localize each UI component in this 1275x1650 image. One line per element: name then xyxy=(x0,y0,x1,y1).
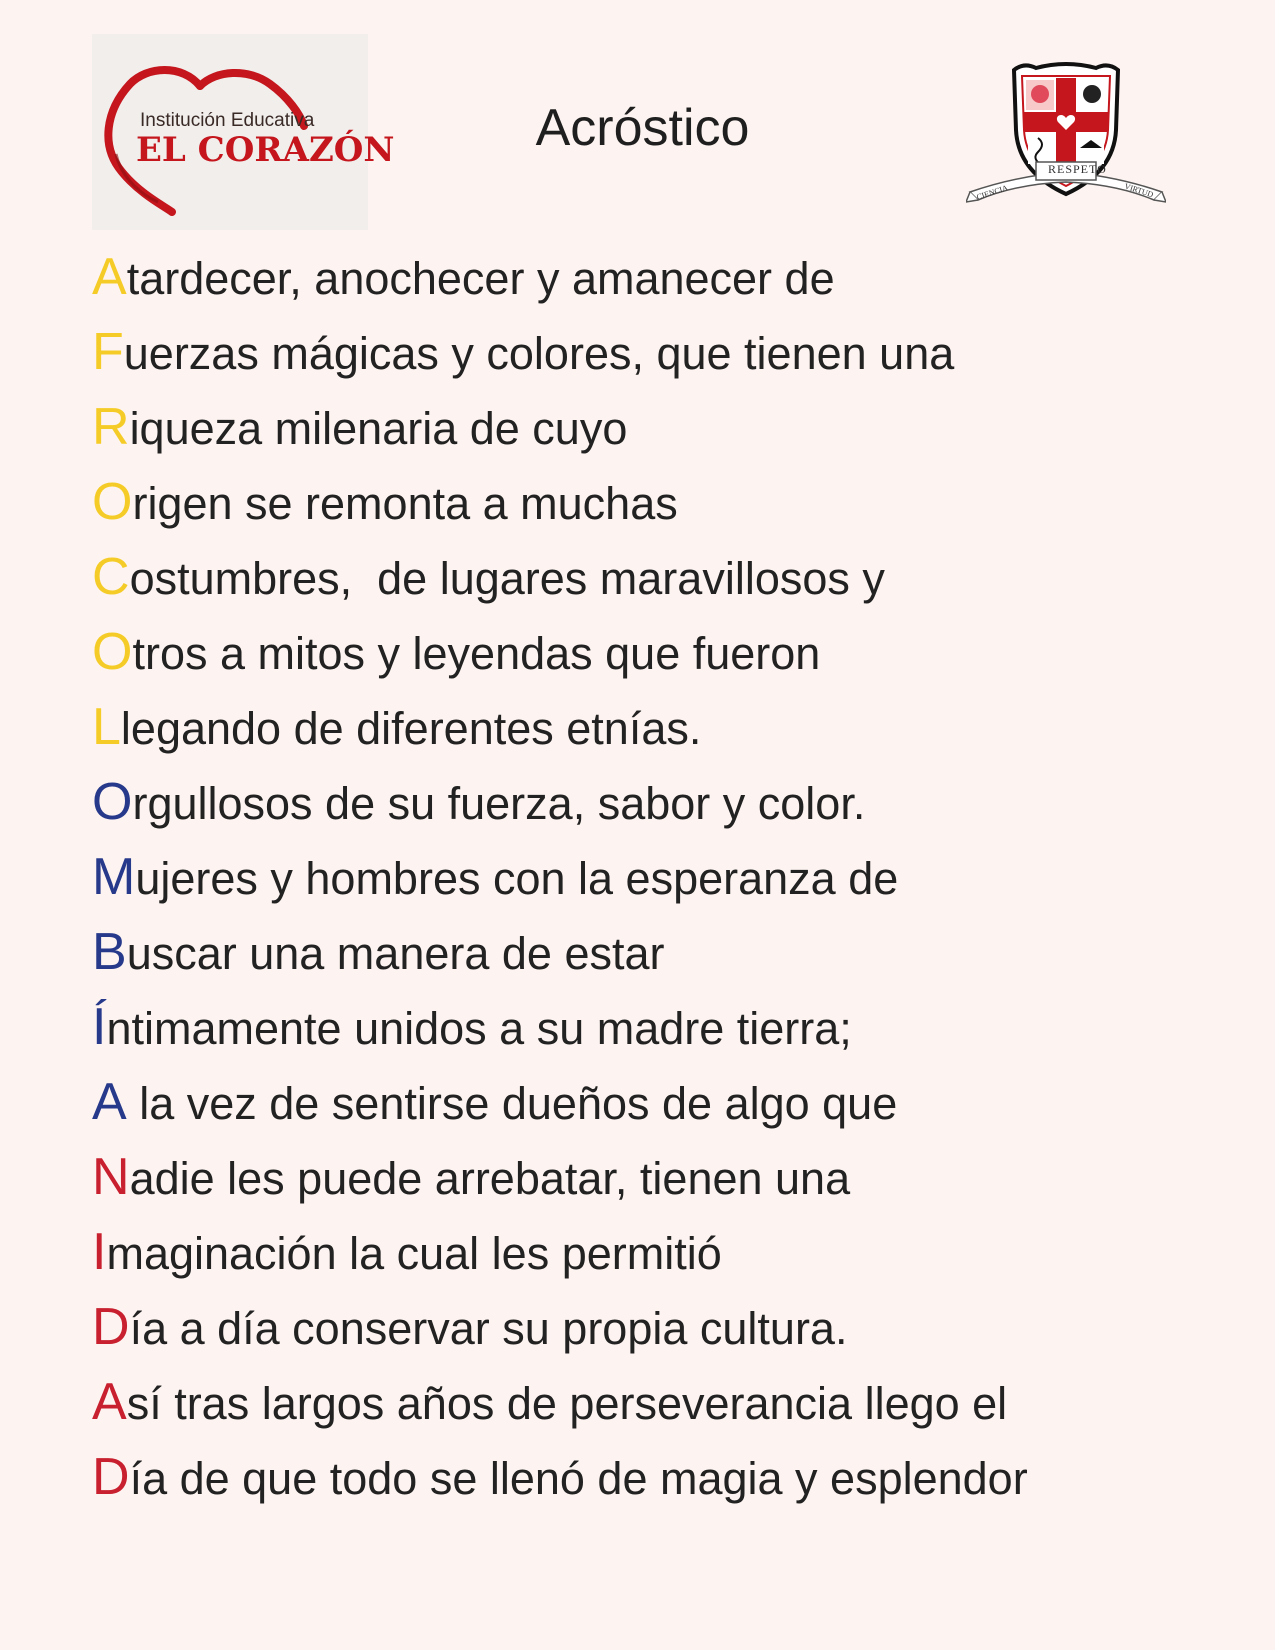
poem-line xyxy=(92,390,1267,465)
page-title: Acróstico xyxy=(535,99,750,157)
poem-line-text: la vez de sentirse dueños de algo que xyxy=(126,1078,898,1129)
poem-initial: C xyxy=(92,548,130,606)
poem-initial: M xyxy=(92,848,136,906)
poem-line-text: legando de diferentes etnías. xyxy=(120,703,702,754)
poem-line-text: ntimamente unidos a su madre tierra; xyxy=(106,1003,852,1054)
poem-line-text: rgullosos de su fuerza, sabor y color. xyxy=(132,778,866,829)
poem-line xyxy=(92,1290,1267,1365)
poem-initial: R xyxy=(92,398,130,456)
poem-line-text: ujeres y hombres con la esperanza de xyxy=(135,853,899,904)
poem-initial: O xyxy=(92,773,133,831)
poem-line xyxy=(92,1065,1267,1140)
poem-line xyxy=(92,240,1267,315)
poem-line xyxy=(92,615,1267,690)
poem-line xyxy=(92,690,1267,765)
poem-initial: N xyxy=(92,1148,130,1206)
poem-line-text: ía a día conservar su propia cultura. xyxy=(129,1303,848,1354)
poem-initial: F xyxy=(92,323,124,381)
poem-line-text: uscar una manera de estar xyxy=(126,928,665,979)
poem-initial: A xyxy=(92,1073,127,1131)
crest-motto-center: RESPETO xyxy=(1048,162,1107,176)
acrostic-poem xyxy=(92,240,1267,1515)
poem-line-text: tardecer, anochecer y amanecer de xyxy=(126,253,835,304)
poem-line xyxy=(92,1440,1267,1515)
crest-motto-right: VIRTUD xyxy=(1123,181,1155,200)
poem-initial: D xyxy=(92,1448,130,1506)
poem-line-text: uerzas mágicas y colores, que tienen una xyxy=(123,328,955,379)
poem-line-text: sí tras largos años de perseverancia llego el xyxy=(126,1378,1008,1429)
poem-initial: L xyxy=(92,698,121,756)
poem-initial: O xyxy=(92,473,133,531)
poem-line-text: tros a mitos y leyendas que fueron xyxy=(132,628,821,679)
poem-line-text: rigen se remonta a muchas xyxy=(132,478,678,529)
poem-line xyxy=(92,840,1267,915)
poem-initial: A xyxy=(92,1373,127,1431)
poem-line-text: maginación la cual les permitió xyxy=(106,1228,722,1279)
poem-initial: D xyxy=(92,1298,130,1356)
school-crest xyxy=(966,60,1166,230)
poem-line xyxy=(92,765,1267,840)
logo-subtitle: Institución Educativa xyxy=(140,110,315,131)
poem-line-text: ostumbres, de lugares maravillosos y xyxy=(129,553,885,604)
poem-initial: O xyxy=(92,623,133,681)
poem-line-text: ía de que todo se llenó de magia y esplendor xyxy=(129,1453,1028,1504)
poem-line xyxy=(92,915,1267,990)
crest-motto-left: CIENCIA xyxy=(975,183,1010,202)
poem-line xyxy=(92,540,1267,615)
poem-line xyxy=(92,990,1267,1065)
poem-initial: B xyxy=(92,923,127,981)
poem-initial: Í xyxy=(92,998,107,1056)
poem-line xyxy=(92,1215,1267,1290)
poem-line xyxy=(92,1140,1267,1215)
poem-line-text: iqueza milenaria de cuyo xyxy=(129,403,628,454)
poem-line-text: adie les puede arrebatar, tienen una xyxy=(129,1153,851,1204)
poem-initial: I xyxy=(92,1223,107,1281)
poem-line xyxy=(92,315,1267,390)
logo-name: EL CORAZÓN xyxy=(136,130,395,170)
poem-line xyxy=(92,1365,1267,1440)
poem-line xyxy=(92,465,1267,540)
poem-initial: A xyxy=(92,248,127,306)
shield-icon xyxy=(966,60,1166,230)
